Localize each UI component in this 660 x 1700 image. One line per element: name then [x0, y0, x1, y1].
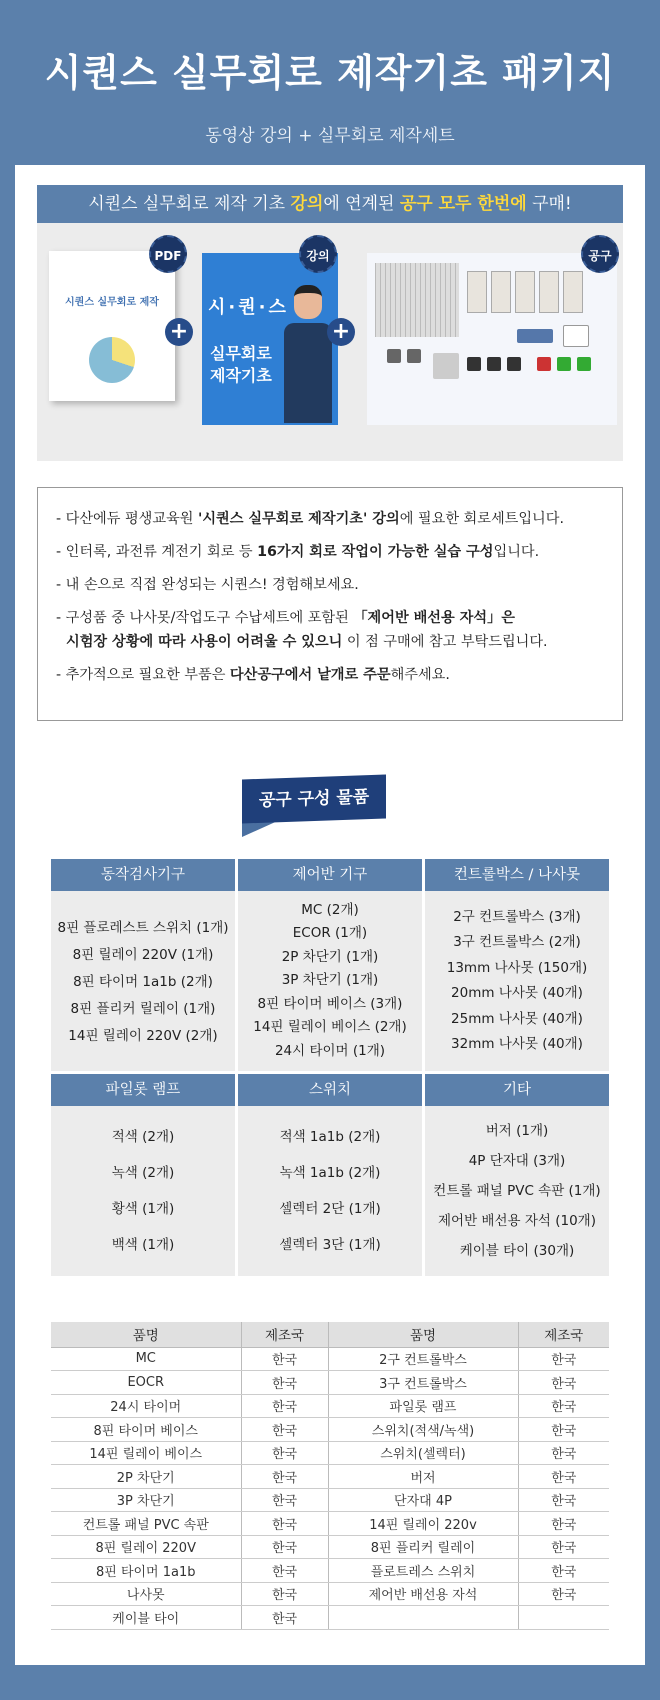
info-text: - 구성품 중 나사못/작업도구 수납세트에 포함된 [56, 610, 354, 626]
component-group [425, 859, 609, 1071]
component-group [425, 1074, 609, 1276]
component-item: 컨트롤 패널 PVC 속판 (1개) [433, 1183, 601, 1199]
banner-highlight: 공구 모두 한번에 [399, 194, 527, 214]
lecture-badge: 강의 [299, 235, 337, 273]
info-text: 이 점 구매에 참고 부탁드립니다. [342, 634, 548, 650]
table-cell: 3구 컨트롤박스 [328, 1371, 518, 1395]
book-title: 시퀀스 실무회로 제작 [65, 297, 159, 308]
table-cell: 한국 [518, 1512, 609, 1536]
table-cell: 2구 컨트롤박스 [328, 1347, 518, 1371]
component-item: 셀렉터 2단 (1개) [279, 1201, 381, 1217]
page-title: 시퀀스 실무회로 제작기초 패키지 [44, 51, 616, 95]
table-row [51, 1582, 609, 1606]
component-group-title: 제어반 기구 [238, 859, 422, 891]
table-cell: 한국 [241, 1606, 328, 1630]
table-cell: 컨트롤 패널 PVC 속판 [51, 1512, 241, 1536]
component-item: 적색 (2개) [111, 1129, 175, 1145]
pdf-badge: PDF [149, 235, 187, 273]
table-cell: 파일롯 램프 [328, 1394, 518, 1418]
component-item: 셀렉터 3단 (1개) [279, 1237, 381, 1253]
component-item: 8핀 타이머 1a1b (2개) [73, 973, 213, 990]
content-sheet [15, 165, 645, 1665]
component-group-title: 스위치 [238, 1074, 422, 1106]
table-row [51, 1418, 609, 1442]
component-group-title: 파일롯 램프 [51, 1074, 235, 1106]
table-cell: 3P 차단기 [51, 1488, 241, 1512]
component-list [51, 891, 235, 1071]
component-item: 2P 차단기 (1개) [281, 948, 379, 965]
table-cell [328, 1606, 518, 1630]
banner-part: 시퀀스 실무회로 제작 기초 [88, 194, 291, 214]
lecture-title-main [210, 343, 272, 387]
table-row [51, 1441, 609, 1465]
component-item: 13mm 나사못 (150개) [446, 959, 588, 976]
table-cell: 케이블 타이 [51, 1606, 241, 1630]
info-bold: 16가지 회로 작업이 가능한 실습 구성 [257, 544, 494, 560]
spec-header: 제조국 [518, 1322, 609, 1347]
table-cell: 나사못 [51, 1582, 241, 1606]
info-text: 해주세요. [390, 667, 450, 683]
book-pie-graphic [89, 337, 135, 383]
component-item: 8핀 플리커 릴레이 (1개) [70, 1000, 216, 1017]
table-cell: 한국 [241, 1371, 328, 1395]
info-line [56, 508, 604, 530]
component-item: 녹색 1a1b (2개) [279, 1165, 381, 1181]
component-item: MC (2개) [301, 901, 359, 918]
lecture-title-top: 시·퀀·스 [208, 297, 289, 318]
component-item: 8핀 플로레스트 스위치 (1개) [57, 919, 229, 936]
table-cell: 한국 [241, 1418, 328, 1442]
component-item: 24시 타이머 (1개) [274, 1042, 386, 1059]
info-box [37, 487, 623, 721]
table-cell: 8핀 타이머 베이스 [51, 1418, 241, 1442]
spec-table-body [51, 1347, 609, 1629]
table-cell: 한국 [241, 1535, 328, 1559]
table-row [51, 1606, 609, 1630]
component-group-title: 기타 [425, 1074, 609, 1106]
component-item: 녹색 (2개) [111, 1165, 175, 1181]
table-cell: 한국 [241, 1347, 328, 1371]
spec-header-row [51, 1322, 609, 1347]
tools-set-image [367, 253, 617, 425]
info-text: 에 필요한 회로세트입니다. [399, 511, 564, 527]
lecture-title-line: 제작기초 [210, 366, 272, 385]
table-cell: 한국 [241, 1488, 328, 1512]
table-cell: 8핀 플리커 릴레이 [328, 1535, 518, 1559]
component-item: 제어반 배선용 자석 (10개) [438, 1213, 596, 1229]
info-line [56, 607, 604, 629]
component-group [51, 859, 235, 1071]
component-item: 버저 (1개) [485, 1123, 549, 1139]
table-cell: 24시 타이머 [51, 1394, 241, 1418]
info-text: - 추가적으로 필요한 부품은 [56, 667, 230, 683]
info-text: - 내 손으로 직접 완성되는 시퀀스! 경험해보세요. [56, 577, 359, 593]
table-cell: 한국 [241, 1394, 328, 1418]
table-cell: 한국 [518, 1418, 609, 1442]
spec-header: 제조국 [241, 1322, 328, 1347]
section-title: 공구 구성 물품 [242, 774, 386, 823]
table-row [51, 1465, 609, 1489]
component-item: 8핀 릴레이 220V (1개) [72, 946, 214, 963]
component-list [238, 891, 422, 1071]
table-cell: 8핀 릴레이 220V [51, 1535, 241, 1559]
table-cell: 한국 [241, 1559, 328, 1583]
spec-header: 품명 [328, 1322, 518, 1347]
table-row [51, 1559, 609, 1583]
table-cell: 한국 [518, 1465, 609, 1489]
plus-icon: + [327, 318, 355, 346]
pdf-book-image [49, 251, 175, 401]
component-item: 8핀 타이머 베이스 (3개) [257, 995, 403, 1012]
hero [0, 0, 660, 165]
table-cell: 플로트레스 스위치 [328, 1559, 518, 1583]
banner-text [37, 185, 623, 223]
table-cell: 2P 차단기 [51, 1465, 241, 1489]
spec-header: 품명 [51, 1322, 241, 1347]
table-cell [518, 1606, 609, 1630]
banner-highlight: 강의 [290, 194, 324, 214]
table-cell: MC [51, 1347, 241, 1371]
table-row [51, 1371, 609, 1395]
banner-part: 에 연계된 [323, 194, 400, 214]
table-cell: 14핀 릴레이 220v [328, 1512, 518, 1536]
component-item: 적색 1a1b (2개) [279, 1129, 381, 1145]
table-cell: 한국 [518, 1347, 609, 1371]
component-item: 황색 (1개) [111, 1201, 175, 1217]
table-row [51, 1512, 609, 1536]
package-banner [37, 185, 623, 461]
table-cell: 한국 [241, 1582, 328, 1606]
component-list [51, 1106, 235, 1276]
component-item: 3P 차단기 (1개) [281, 972, 379, 989]
info-text: - 다산에듀 평생교육원 [56, 511, 198, 527]
table-cell: 스위치(적색/녹색) [328, 1418, 518, 1442]
table-cell: 14핀 릴레이 베이스 [51, 1441, 241, 1465]
table-cell: 한국 [518, 1582, 609, 1606]
components-row [51, 859, 609, 1071]
info-bold: 다산공구에서 낱개로 주문 [229, 667, 391, 683]
spec-table [51, 1322, 609, 1630]
table-row [51, 1347, 609, 1371]
component-item: 14핀 릴레이 베이스 (2개) [253, 1019, 407, 1036]
table-row [51, 1394, 609, 1418]
info-line [56, 664, 604, 686]
table-cell: 한국 [518, 1488, 609, 1512]
table-cell: 제어반 배선용 자석 [328, 1582, 518, 1606]
component-item: 케이블 타이 (30개) [459, 1243, 575, 1259]
instructor-image [284, 285, 332, 425]
table-cell: 8핀 타이머 1a1b [51, 1559, 241, 1583]
table-cell: 한국 [518, 1559, 609, 1583]
table-cell: 스위치(셀렉터) [328, 1441, 518, 1465]
info-bold: 시험장 상황에 따라 사용이 어려울 수 있으니 [66, 634, 343, 650]
info-line [56, 541, 604, 563]
component-list [238, 1106, 422, 1276]
table-row [51, 1535, 609, 1559]
component-item: 4P 단자대 (3개) [468, 1153, 566, 1169]
component-item: 백색 (1개) [111, 1237, 175, 1253]
component-item: 3구 컨트롤박스 (2개) [453, 934, 581, 950]
info-line [56, 574, 604, 596]
product-images [37, 223, 623, 461]
table-cell: 한국 [241, 1465, 328, 1489]
component-item: 25mm 나사못 (40개) [451, 1010, 583, 1027]
component-item: 20mm 나사못 (40개) [451, 985, 583, 1001]
info-bold: 「제어반 배선용 자석」은 [353, 610, 515, 626]
lecture-cover-image [202, 253, 338, 425]
info-text: - 인터록, 과전류 계전기 회로 등 [56, 544, 258, 560]
info-bold: '시퀀스 실무회로 제작기초' 강의 [198, 511, 400, 527]
table-cell: 한국 [518, 1441, 609, 1465]
table-row [51, 1488, 609, 1512]
info-line [56, 631, 604, 653]
components-row [51, 1074, 609, 1276]
table-cell: 한국 [241, 1512, 328, 1536]
table-cell: 한국 [241, 1441, 328, 1465]
table-cell: 단자대 4P [328, 1488, 518, 1512]
component-item: 32mm 나사못 (40개) [451, 1036, 583, 1052]
component-group [238, 1074, 422, 1276]
table-cell: 한국 [518, 1394, 609, 1418]
info-text: 입니다. [493, 544, 540, 560]
table-cell: EOCR [51, 1371, 241, 1395]
component-item: ECOR (1개) [292, 925, 368, 942]
banner-part: 구매! [526, 194, 572, 214]
panel-board-graphic [375, 263, 459, 337]
tools-badge: 공구 [581, 235, 619, 273]
plus-icon: + [165, 318, 193, 346]
component-list [425, 891, 609, 1071]
page-subtitle: 동영상 강의 + 실무회로 제작세트 [205, 126, 455, 146]
component-list [425, 1106, 609, 1276]
component-item: 2구 컨트롤박스 (3개) [453, 908, 581, 925]
component-group [51, 1074, 235, 1276]
component-group [238, 859, 422, 1071]
component-group-title: 컨트롤박스 / 나사못 [425, 859, 609, 891]
lecture-title-line: 실무회로 [210, 344, 272, 363]
table-cell: 한국 [518, 1371, 609, 1395]
components-grid [51, 859, 609, 1276]
component-item: 14핀 릴레이 220V (2개) [68, 1027, 218, 1044]
component-group-title: 동작검사기구 [51, 859, 235, 891]
table-cell: 버저 [328, 1465, 518, 1489]
table-cell: 한국 [518, 1535, 609, 1559]
